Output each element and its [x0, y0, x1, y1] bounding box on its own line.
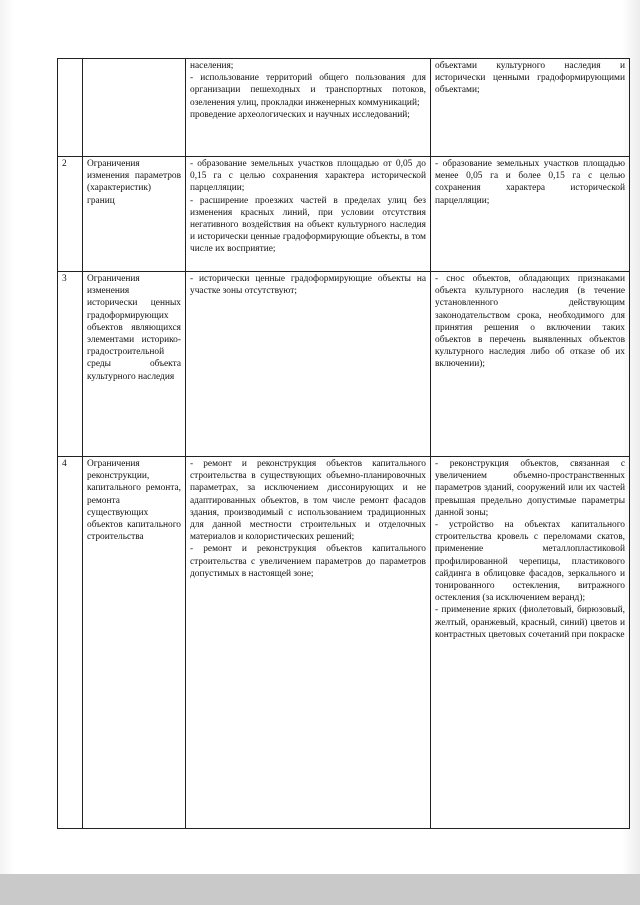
- allowed-text: - образование земельных участков площадью от 0,05 до 0,15 га с целью сохранения характера исторической парцелляции; - расширение проезжих частей в пределах улиц без изменения красных линий, при условии отсутствия негативного воздействия на объект культурного наследия и исторически ценные градоформирующие объекты, в том числе их восприятие;: [190, 159, 426, 255]
- table-row: [58, 59, 630, 157]
- allowed-text: - ремонт и реконструкция объектов капитального строительства в существующих объемно-планировочных параметрах, за исключением диссонирующих и не адаптированных объектов, в том числе ремонт фасадов здания, производимый с использованием традиционных для данной местности строительных и отделочных материалов и колористических решений; - ремонт и реконструкция объектов капитального строительства с увеличением параметров до параметров допустимых в настоящей зоне;: [190, 459, 426, 579]
- restriction-name: Ограничения изменения параметров (характеристик) границ: [83, 157, 186, 272]
- allowed-cell: [186, 272, 431, 457]
- scan-bottom-edge: [0, 874, 640, 905]
- prohibited-cell: [431, 59, 630, 157]
- prohibited-text: - реконструкция объектов, связанная с увеличением объемно-пространственных параметров зданий, сооружений или их частей превышая предельно допустимые параметры данной зоны; - устройство на объектах капитального строительства кровель с переломами скатов, применение металлопластиковой профилированной черепицы, пластикового сайдинга в облицовке фасадов, зеркального и тонированного остекления, витражного остекления (за исключением веранд); - применение ярких (фиолетовый, бирюзовый, желтый, оранжевый, красный, синий) цветов и контрастных цветовых сочетаний при покраске: [435, 459, 625, 640]
- prohibited-text: объектами культурного наследия и исторически ценными градоформирующими объектами;: [435, 61, 625, 96]
- table-row: [58, 457, 630, 829]
- restriction-name: Ограничения изменения исторически ценных градоформирующих объектов являющихся элементами историко-градостроительной среды объекта культурного наследия: [83, 272, 186, 457]
- row-number: 4: [58, 457, 83, 829]
- restrictions-table: [57, 58, 630, 829]
- prohibited-cell: [431, 457, 630, 829]
- allowed-cell: [186, 457, 431, 829]
- prohibited-text: - образование земельных участков площадью менее 0,05 га и более 0,15 га с целью сохранения характера исторической парцелляции;: [435, 159, 625, 206]
- table-row: [58, 272, 630, 457]
- allowed-cell: [186, 157, 431, 272]
- restriction-name: Ограничения реконструкции, капитального ремонта, ремонта существующих объектов капитального строительства: [83, 457, 186, 829]
- row-number: 2: [58, 157, 83, 272]
- allowed-text: населения; - использование территорий общего пользования для организации пешеходных и транспортных потоков, озеленения улиц, прокладки инженерных коммуникаций; проведение археологических и научных исследований;: [190, 61, 426, 120]
- restriction-name: [83, 59, 186, 157]
- prohibited-cell: [431, 157, 630, 272]
- row-number: 3: [58, 272, 83, 457]
- table-row: [58, 157, 630, 272]
- prohibited-text: - снос объектов, обладающих признаками объекта культурного наследия (в течение установленного действующим законодательством срока, необходимого для принятия решения о включении таких объектов в перечень выявленных объектов культурного наследия либо об отказе об их включении);: [435, 274, 625, 370]
- allowed-cell: [186, 59, 431, 157]
- row-number: [58, 59, 83, 157]
- allowed-text: - исторически ценные градоформирующие объекты на участке зоны отсутствуют;: [190, 274, 426, 297]
- prohibited-cell: [431, 272, 630, 457]
